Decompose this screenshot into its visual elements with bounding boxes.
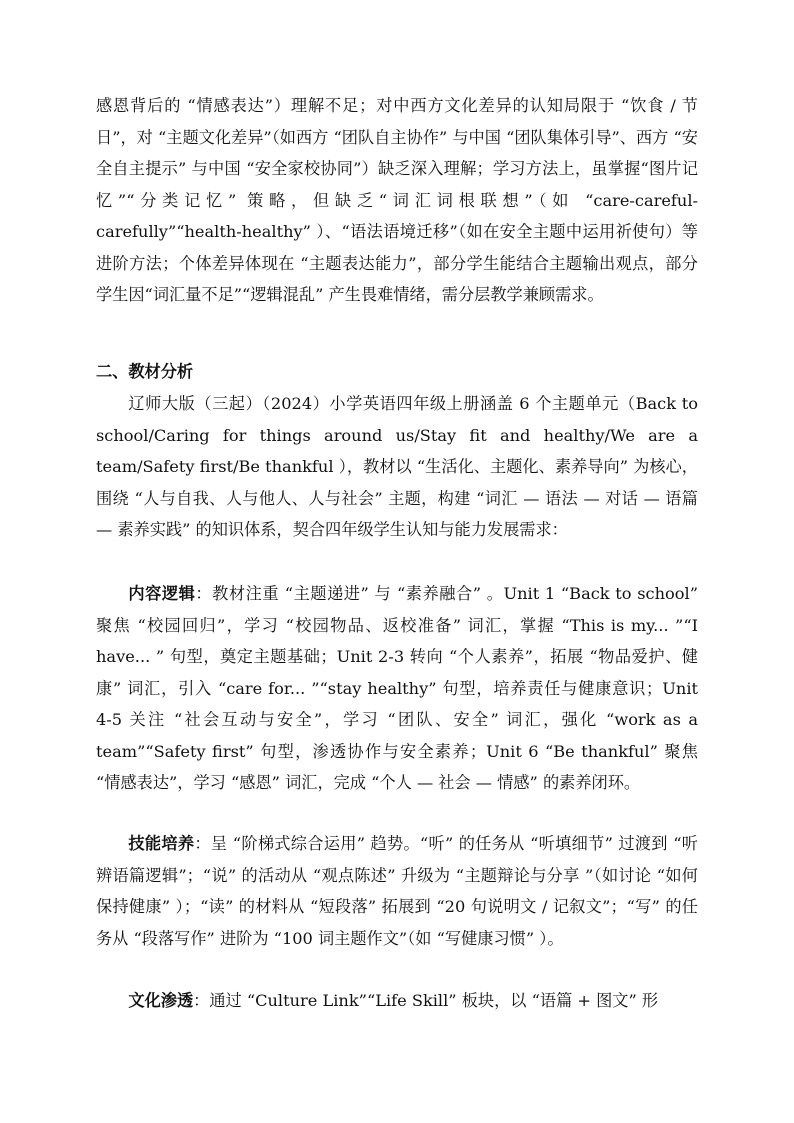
paragraph-culture-infiltration xyxy=(96,985,698,1017)
paragraph-skill-training xyxy=(96,828,698,954)
paragraph-textbook-overview: 辽师大版（三起）（2024）小学英语四年级上册涵盖 6 个主题单元（Back to school/Caring for things around us/Stay fit and healthy/We are a team/Safety first/Be thankful ），教材以 “生活化、主题化、素养导向” 为核心，围绕 “人与自我、人与他人、人与社会” 主题，构建 “词汇 — 语法 — 对话 — 语篇 — 素养实践” 的知识体系，契合四年级学生认知与能力发展需求： xyxy=(96,394,698,539)
paragraph-lead-culture-infiltration: 文化渗透 xyxy=(128,991,194,1010)
paragraph-content-logic xyxy=(96,578,698,799)
paragraph-body-culture-infiltration: ：通过 “Culture Link”“Life Skill” 板块，以 “语篇 + 图文” 形 xyxy=(193,991,659,1010)
paragraph-learning-methods: 感恩背后的 “情感表达”）理解不足；对中西方文化差异的认知局限于 “饮食 / 节日”，对 “主题文化差异”（如西方 “团队自主协作” 与中国 “团队集体引导”、西方 “安全自主提示” 与中国 “安全家校协同”）缺乏深入理解；学习方法上，虽掌握“图片记忆”“分类记忆” 策略，但缺乏“词汇词根联想”（如 “care-careful-carefully”“health-healthy” ）、“语法语境迁移”（如在安全主题中运用祈使句）等进阶方法；个体差异体现在 “主题表达能力”，部分学生能结合主题输出观点，部分学生因“词汇量不足”“逻辑混乱” 产生畏难情绪，需分层教学兼顾需求。 xyxy=(96,96,698,304)
paragraph-body-skill-training: ：呈 “阶梯式综合运用” 趋势。“听” 的任务从 “听填细节” 过渡到 “听辨语篇逻辑”；“说” 的活动从 “观点陈述” 升级为 “主题辩论与分享 ”（如讨论 “如何保持健康” ）；“读” 的材料从 “短段落” 拓展到 “20 句说明文 / 记叙文”；“写” 的任务从 “段落写作” 进阶为 “100 词主题作文”（如 “写健康习惯” ）。 xyxy=(96,834,698,948)
paragraph-lead-skill-training: 技能培养 xyxy=(128,834,195,853)
paragraph-body-content-logic: ：教材注重 “主题递进” 与 “素养融合” 。Unit 1 “Back to school” 聚焦 “校园回归”，学习 “校园物品、返校准备” 词汇，掌握 “This is my... ”“I have... ” 句型，奠定主题基础；Unit 2-3 转向 “个人素养”，拓展 “物品爱护、健康” 词汇，引入 “care for... ”“stay healthy” 句型，培养责任与健康意识；Unit 4-5 关注 “社会互动与安全”，学习 “团队、安全” 词汇，强化 “work as a team”“Safety first” 句型，渗透协作与安全素养；Unit 6 “Be thankful” 聚焦 “情感表达”，学习 “感恩” 词汇，完成 “个人 — 社会 — 情感” 的素养闭环。 xyxy=(96,584,698,792)
paragraph-lead-content-logic: 内容逻辑 xyxy=(128,584,196,603)
section-heading-textbook-analysis: 二、教材分析 xyxy=(96,362,194,381)
